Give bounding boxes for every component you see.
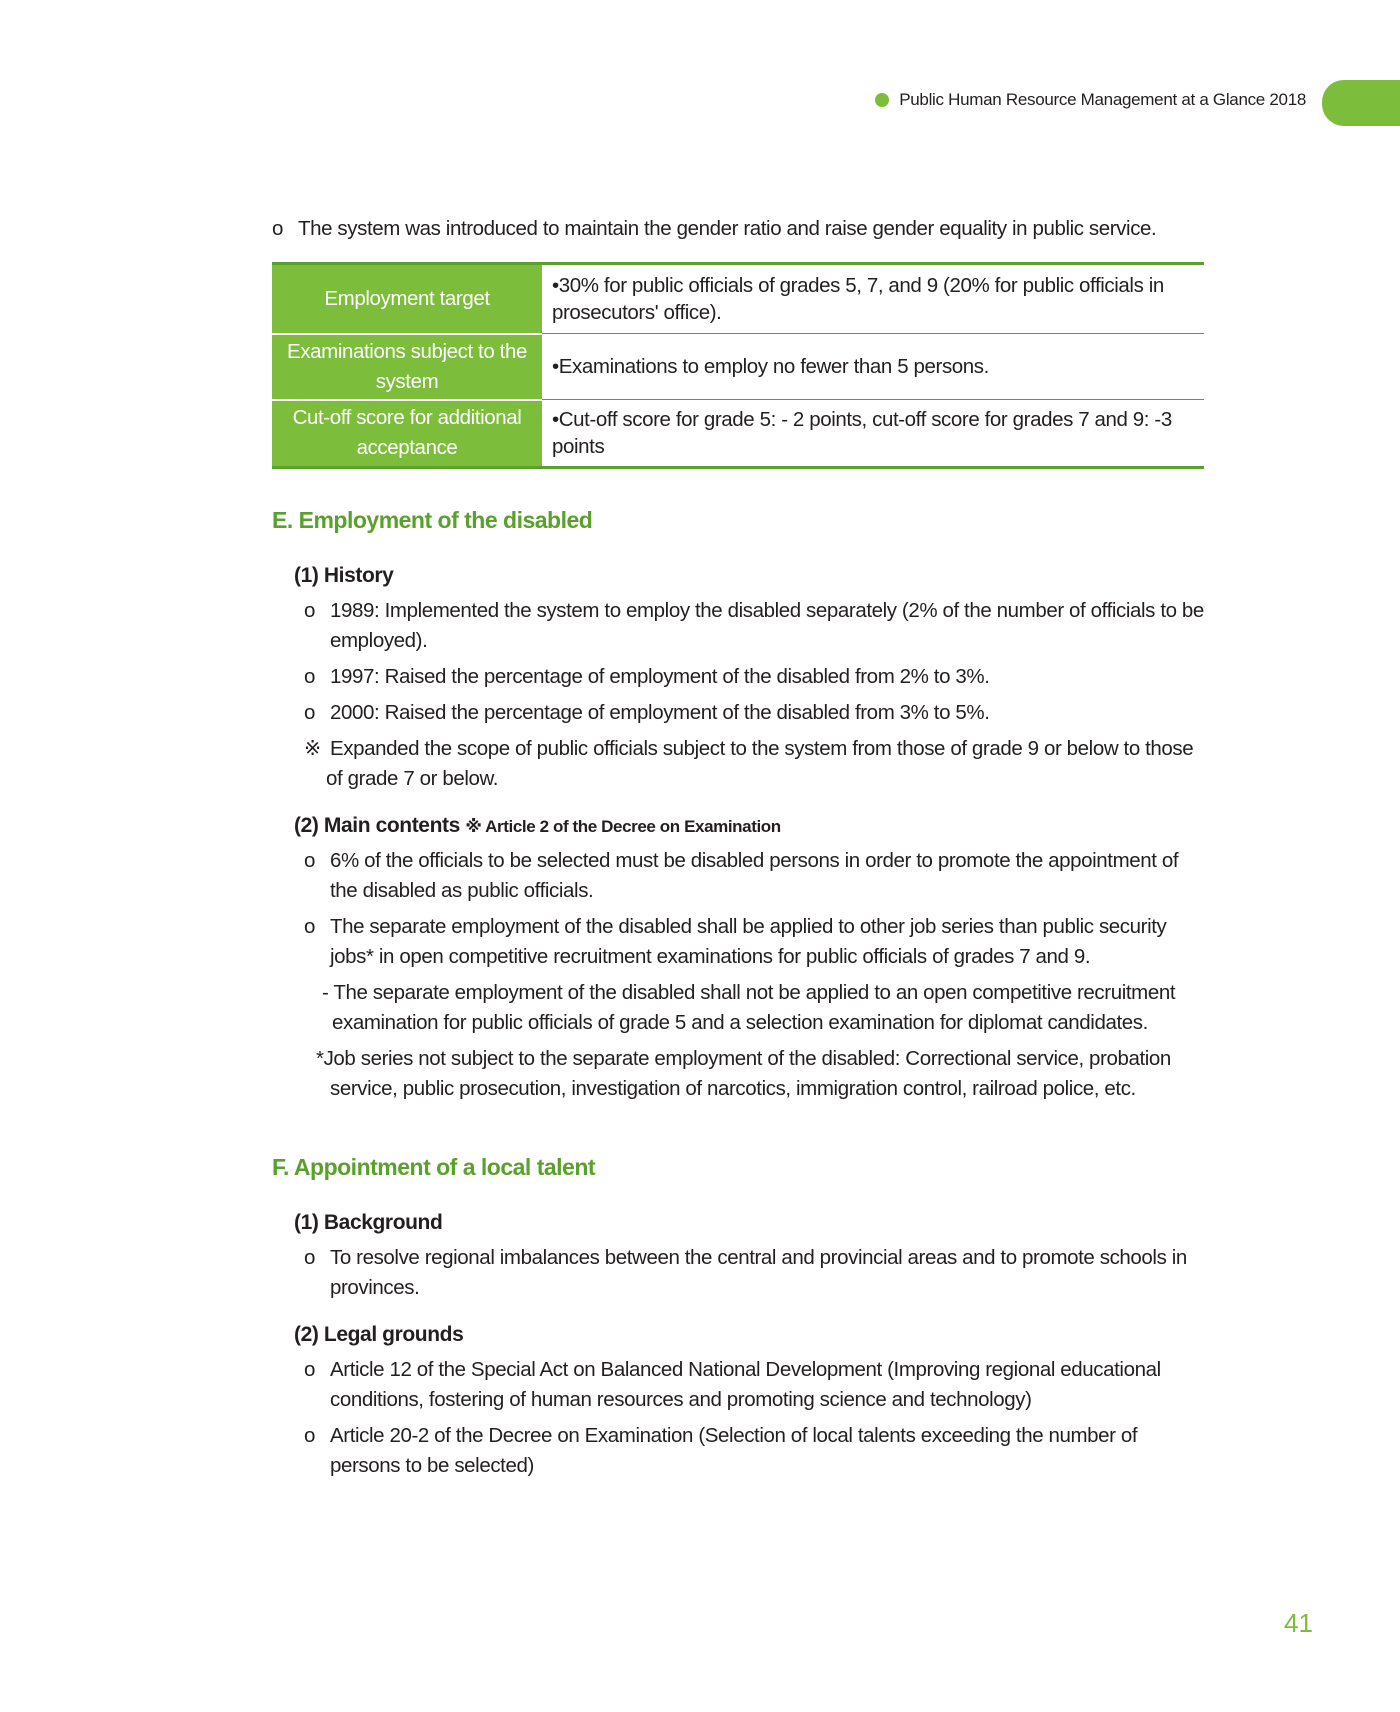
list-item: o Article 20-2 of the Decree on Examination (Selection of local talents exceeding the number of persons to be selected) bbox=[304, 1424, 1138, 1477]
table-label: Examinations subject to the system bbox=[272, 334, 542, 400]
legal-grounds-title: (2) Legal grounds bbox=[294, 1323, 464, 1346]
section-f-title: F. Appointment of a local talent bbox=[272, 1154, 596, 1180]
table-row bbox=[272, 334, 1204, 400]
background-title: (1) Background bbox=[294, 1211, 443, 1234]
table-value: •Cut-off score for grade 5: - 2 points, cut-off score for grades 7 and 9: -3 points bbox=[542, 400, 1204, 468]
history-title: (1) History bbox=[294, 564, 394, 587]
green-dot-icon bbox=[875, 93, 889, 107]
running-title: Public Human Resource Management at a Glance 2018 bbox=[899, 90, 1306, 109]
list-item: o Article 12 of the Special Act on Balanced National Development (Improving regional educational conditions, fostering of human resources and promoting science and technology) bbox=[304, 1358, 1161, 1411]
section-e-title: E. Employment of the disabled bbox=[272, 507, 593, 533]
list-item: o 6% of the officials to be selected must be disabled persons in order to promote the appointment of the disabled as public officials. bbox=[304, 849, 1179, 902]
table-row bbox=[272, 400, 1204, 468]
table-value: •Examinations to employ no fewer than 5 persons. bbox=[542, 334, 1204, 400]
list-item: o 2000: Raised the percentage of employment of the disabled from 3% to 5%. bbox=[304, 701, 990, 724]
running-header bbox=[875, 90, 1306, 110]
list-item: o 1989: Implemented the system to employ the disabled separately (2% of the number of officials to be employed). bbox=[304, 599, 1204, 652]
table-label: Employment target bbox=[272, 264, 542, 334]
table-row bbox=[272, 264, 1204, 334]
list-item: o To resolve regional imbalances between the central and provincial areas and to promote schools in provinces. bbox=[304, 1246, 1187, 1299]
decree-reference: ※ Article 2 of the Decree on Examination bbox=[465, 817, 781, 836]
page-content bbox=[272, 214, 1204, 1481]
table-label: Cut-off score for additional acceptance bbox=[272, 400, 542, 468]
main-contents-title: (2) Main contents ※ Article 2 of the Decree on Examination bbox=[294, 814, 781, 837]
list-item: o The separate employment of the disabled shall be applied to other job series than public security jobs* in open competitive recruitment examinations for public officials of grades 7 and 9. bbox=[304, 915, 1167, 968]
intro-paragraph: o The system was introduced to maintain the gender ratio and raise gender equality in public service. bbox=[272, 214, 1204, 244]
circle-marker: o bbox=[272, 217, 284, 240]
quota-table bbox=[272, 262, 1204, 469]
chapter-tab bbox=[1322, 80, 1400, 126]
table-value: •30% for public officials of grades 5, 7, and 9 (20% for public officials in prosecutors' office). bbox=[542, 264, 1204, 334]
page-number: 41 bbox=[1284, 1608, 1313, 1638]
footnote: *Job series not subject to the separate employment of the disabled: Correctional service, probation service, public prosecution, investigation of narcotics, immigration control, railroad police, etc. bbox=[316, 1047, 1171, 1100]
dash-item: - The separate employment of the disabled shall not be applied to an open competitive recruitment examination for public officials of grade 5 and a selection examination for diplomat candidates. bbox=[322, 981, 1176, 1034]
list-item: o 1997: Raised the percentage of employment of the disabled from 2% to 3%. bbox=[304, 665, 990, 688]
history-note: ※ Expanded the scope of public officials subject to the system from those of grade 9 or below to those of grade 7 or below. bbox=[304, 737, 1194, 790]
